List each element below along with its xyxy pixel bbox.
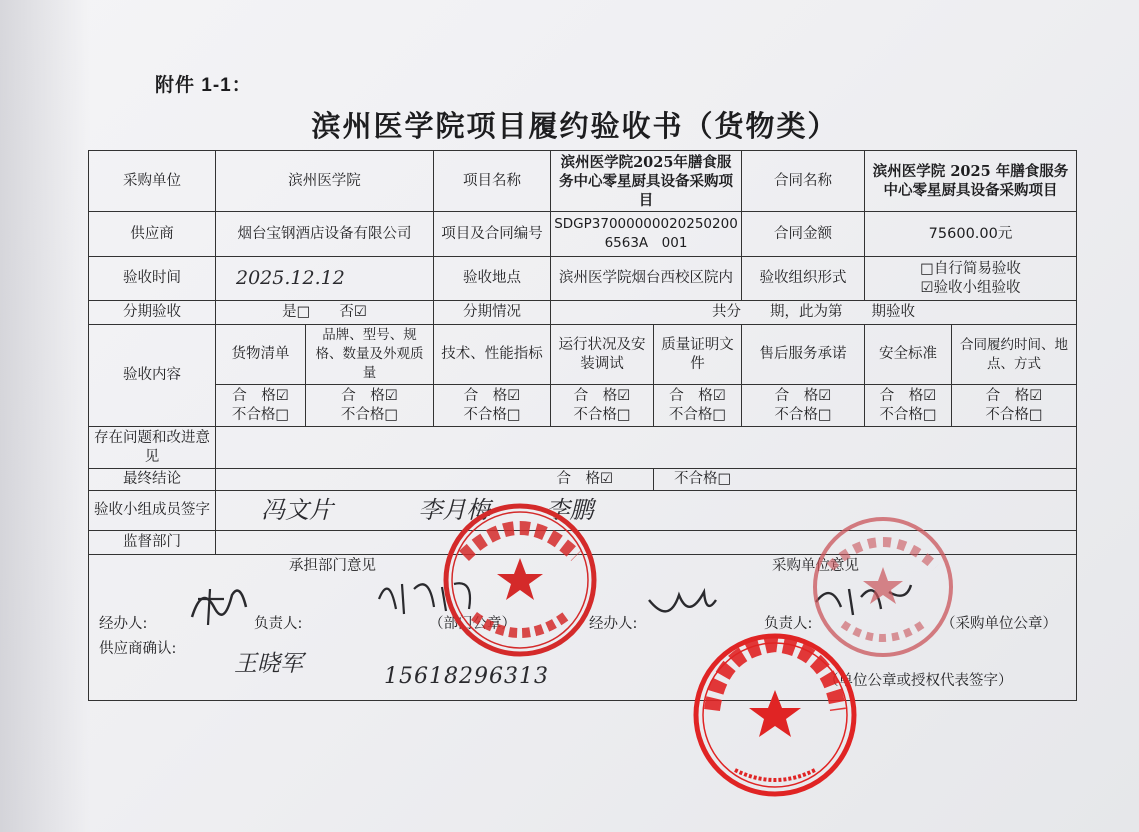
content-item-label: 安全标准 <box>865 325 952 385</box>
acceptance-place-value: 滨州医学院烟台西校区院内 <box>551 257 742 301</box>
signers-cell <box>216 491 1077 531</box>
row-final <box>89 469 1077 491</box>
row-acceptance-time <box>89 257 1077 301</box>
document-title: 滨州医学院项目履约验收书（货物类） <box>311 109 839 143</box>
handler-label: 经办人: <box>99 616 148 632</box>
supplier-label: 供应商 <box>89 212 216 257</box>
purchaser-seal-label: （采购单位公章） <box>941 616 1057 632</box>
purchaser-opinion-title: 采购单位意见 <box>772 558 859 574</box>
installment-value: 是□ 否☑ <box>216 301 434 325</box>
content-item-label: 售后服务承诺 <box>742 325 865 385</box>
content-item-label: 品牌、型号、规格、数量及外观质量 <box>306 325 434 385</box>
acceptance-form-label: 验收组织形式 <box>742 257 865 301</box>
handler-signature <box>184 577 254 632</box>
supplier-phone: 15618296313 <box>384 664 549 689</box>
supplier-seal <box>690 630 860 800</box>
dept-opinion-title: 承担部门意见 <box>289 558 376 574</box>
content-result: 合 格☑ 不合格□ <box>434 385 551 427</box>
paper-shadow <box>0 0 90 832</box>
handler-label-2: 经办人: <box>589 616 638 632</box>
project-contract-no-label: 项目及合同编号 <box>434 212 551 257</box>
contract-name-value: 滨州医学院 2025 年膳食服务中心零星厨具设备采购项目 <box>865 151 1077 212</box>
attachment-label: 附件 1-1： <box>155 75 252 96</box>
content-result: 合 格☑ 不合格□ <box>952 385 1077 427</box>
row-issues <box>89 427 1077 469</box>
acceptance-place-label: 验收地点 <box>434 257 551 301</box>
issues-label: 存在问题和改进意见 <box>89 427 216 469</box>
responsible-label: 负责人: <box>254 616 303 632</box>
row-installment <box>89 301 1077 325</box>
signers-label: 验收小组成员签字 <box>89 491 216 531</box>
row-content-results <box>89 385 1077 427</box>
issues-value <box>216 427 1077 469</box>
contract-amount-value: 75600.00元 <box>865 212 1077 257</box>
content-item-label: 技术、性能指标 <box>434 325 551 385</box>
final-label: 最终结论 <box>89 469 216 491</box>
acceptance-form-options <box>865 257 1077 301</box>
handler-signature-2 <box>644 580 724 630</box>
supplier-value: 烟台宝钢酒店设备有限公司 <box>216 212 434 257</box>
installment-status-value: 共分 期，此为第 期验收 <box>551 301 1077 325</box>
installment-label: 分期验收 <box>89 301 216 325</box>
purchaser-label: 采购单位 <box>89 151 216 212</box>
content-item-label: 运行状况及安装调试 <box>551 325 654 385</box>
row-purchaser <box>89 151 1077 212</box>
acceptance-time-value: 2025.12.12 <box>216 257 434 301</box>
signer-name: 李鹏 <box>545 496 594 524</box>
supplier-confirm-label: 供应商确认: <box>99 641 177 657</box>
content-result: 合 格☑ 不合格□ <box>742 385 865 427</box>
content-result: 合 格☑ 不合格□ <box>865 385 952 427</box>
row-content-headers <box>89 325 1077 385</box>
acceptance-time-label: 验收时间 <box>89 257 216 301</box>
content-result: 合 格☑ 不合格□ <box>306 385 434 427</box>
content-item-label: 质量证明文件 <box>654 325 742 385</box>
content-item-label: 合同履约时间、地点、方式 <box>952 325 1077 385</box>
signer-name: 李月梅 <box>418 496 491 524</box>
supervision-label: 监督部门 <box>89 531 216 555</box>
content-result: 合 格☑ 不合格□ <box>551 385 654 427</box>
content-label: 验收内容 <box>89 325 216 427</box>
content-item-label: 货物清单 <box>216 325 306 385</box>
row-supplier <box>89 212 1077 257</box>
project-contract-no-value: SDGP370000000202502006563A 001 <box>551 212 742 257</box>
department-seal <box>440 500 600 660</box>
content-result: 合 格☑ 不合格□ <box>654 385 742 427</box>
supplier-seal-label: （单位公章或授权代表签字） <box>824 673 1013 689</box>
contract-amount-label: 合同金额 <box>742 212 865 257</box>
row-signers <box>89 491 1077 531</box>
responsible-label-2: 负责人: <box>764 616 813 632</box>
signer-name: 冯文片 <box>261 496 333 524</box>
contract-name-label: 合同名称 <box>742 151 865 212</box>
supplier-signer: 王晓军 <box>234 651 303 677</box>
content-result: 合 格☑ 不合格□ <box>216 385 306 427</box>
option-team-acceptance: ☑验收小组验收 <box>920 279 1021 296</box>
installment-status-label: 分期情况 <box>434 301 551 325</box>
dept-seal-label: （部门公章） <box>429 616 516 632</box>
project-name-label: 项目名称 <box>434 151 551 212</box>
final-fail: 不合格□ <box>654 469 1077 491</box>
purchaser-seal <box>808 512 958 662</box>
final-pass: 合 格☑ <box>216 469 654 491</box>
purchaser-value: 滨州医学院 <box>216 151 434 212</box>
project-name-value: 滨州医学院2025年膳食服务中心零星厨具设备采购项目 <box>551 151 742 212</box>
option-self-simple: □自行简易验收 <box>920 260 1021 277</box>
